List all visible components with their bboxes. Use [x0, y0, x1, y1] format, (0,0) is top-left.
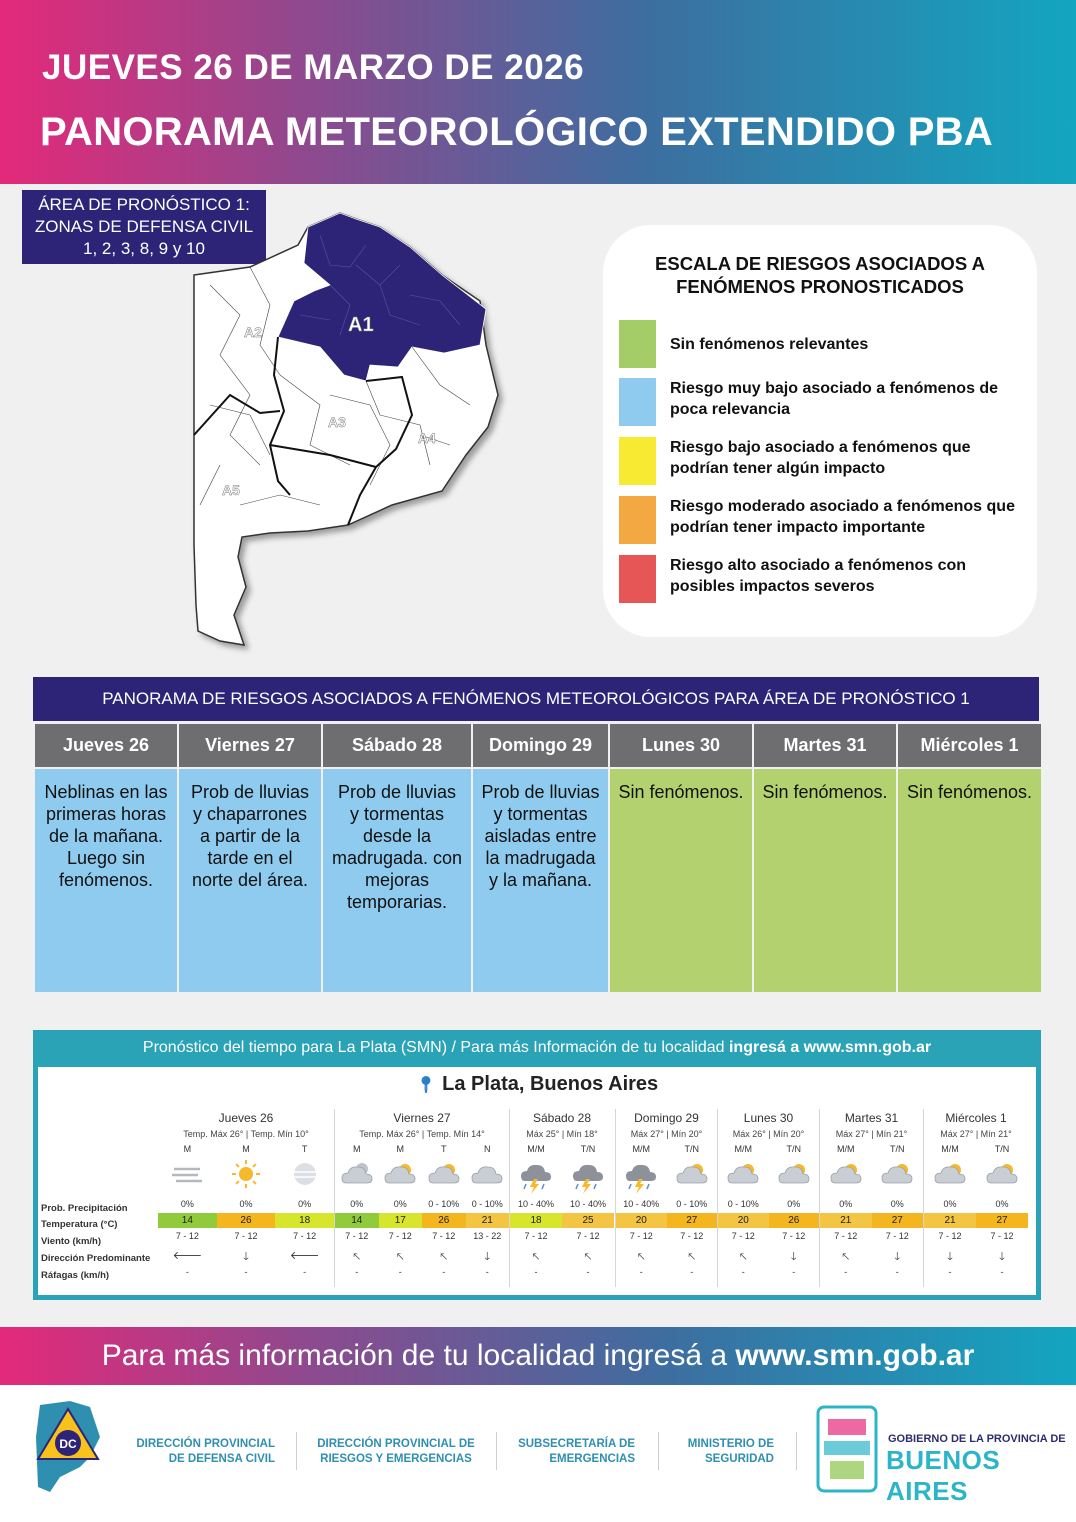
smn-day-minmax: Temp. Máx 26° | Temp. Mín 14° [359, 1129, 485, 1139]
precip-prob: 0% [180, 1199, 194, 1209]
wind-direction-icon: 🡔 [688, 1251, 696, 1263]
divider [658, 1432, 659, 1470]
legend-item [619, 555, 1029, 605]
wind-gust: - [895, 1267, 899, 1277]
wind-gust: - [485, 1267, 489, 1277]
period-label: T/N [994, 1144, 1010, 1154]
wind-direction-icon: 🡔 [739, 1251, 747, 1263]
wind-gust: - [586, 1267, 590, 1277]
day-forecast: Sin fenómenos. [610, 769, 752, 992]
precip-prob: 0% [298, 1199, 312, 1209]
label-a3: A3 [328, 414, 346, 430]
wind-gust: - [355, 1267, 359, 1277]
buenos-aires-label: BUENOS AIRES [886, 1445, 1001, 1506]
legend-label: Riesgo bajo asociado a fenómenos que podrían tener algún impacto [670, 439, 971, 477]
precip-prob: 0% [890, 1199, 904, 1209]
wind-speed: 7 - 12 [388, 1231, 412, 1241]
report-date: JUEVES 26 DE MARZO DE 2026 [42, 48, 585, 87]
smn-day-name: Lunes 30 [743, 1111, 794, 1125]
divider [496, 1432, 497, 1470]
day-forecast: Sin fenómenos. [754, 769, 896, 992]
wind-gust: - [185, 1267, 189, 1277]
row-label: Ráfagas (km/h) [41, 1270, 110, 1281]
wind-gust: - [303, 1267, 307, 1277]
legend-item [619, 320, 1029, 370]
inst-subsecretaria: SUBSECRETARÍA DE EMERGENCIAS [518, 1438, 635, 1465]
period-label: T [301, 1144, 308, 1154]
day-forecast: Sin fenómenos. [898, 769, 1041, 992]
label-a5: A5 [222, 482, 240, 498]
wind-gust: - [844, 1267, 848, 1277]
wind-speed: 7 - 12 [234, 1231, 258, 1241]
haze-icon [286, 1159, 324, 1195]
precip-prob: 10 - 40% [517, 1199, 555, 1209]
divider [296, 1432, 297, 1470]
wind-speed: 7 - 12 [731, 1231, 755, 1241]
inst-riesgos: DIRECCIÓN PROVINCIAL DE RIESGOS Y EMERGENCIAS [317, 1438, 475, 1465]
day-header: Lunes 30 [610, 724, 752, 767]
precip-prob: 0 - 10% [428, 1199, 460, 1209]
smn-day-minmax: Máx 26° | Mín 20° [732, 1129, 805, 1139]
location-pin-icon: 📍︎ [415, 1077, 437, 1094]
legend-label: Sin fenómenos relevantes [670, 336, 869, 353]
sun-icon [227, 1159, 265, 1195]
storm-icon [622, 1159, 660, 1195]
smn-day-minmax: Máx 27° | Mín 20° [630, 1129, 703, 1139]
storm-icon [517, 1159, 555, 1195]
legend-item [619, 378, 1029, 428]
cloud-sun-icon [827, 1159, 865, 1195]
svg-text:DC: DC [59, 1437, 77, 1451]
fog-icon [168, 1159, 206, 1195]
wind-speed: 7 - 12 [680, 1231, 704, 1241]
area-line-1: ÁREA DE PRONÓSTICO 1: [38, 195, 250, 214]
day-header: Jueves 26 [35, 724, 177, 767]
day-header: Domingo 29 [473, 724, 608, 767]
wind-speed: 7 - 12 [834, 1231, 858, 1241]
wind-speed: 7 - 12 [345, 1231, 369, 1241]
period-label: T/N [684, 1144, 699, 1154]
precip-prob: 0% [350, 1199, 364, 1209]
period-label: T/N [890, 1144, 905, 1154]
cloud-sun-icon [775, 1159, 813, 1195]
wind-gust: - [1000, 1267, 1004, 1277]
precip-prob: 0 - 10% [471, 1199, 503, 1209]
temperature: 26 [422, 1213, 466, 1228]
period-label: T/N [786, 1144, 801, 1154]
smn-day-name: Viernes 27 [393, 1111, 451, 1125]
smn-header: Pronóstico del tiempo para La Plata (SMN) / Para más Información de tu localidad ingresá a www.smn.gob.ar [142, 1039, 932, 1056]
cloud-icon [468, 1159, 506, 1195]
wind-gust: - [948, 1267, 952, 1277]
panorama-table [35, 724, 1041, 992]
day-forecast: Prob de lluvias y tormentas aisladas entre la madrugada y la mañana. [473, 769, 608, 992]
label-a4: A4 [418, 430, 436, 446]
period-label: M/M [734, 1144, 752, 1154]
row-label: Viento (km/h) [41, 1236, 101, 1247]
wind-gust: - [442, 1267, 446, 1277]
legend-title: ESCALA DE RIESGOS ASOCIADOS A FENÓMENOS PRONOSTICADOS [655, 253, 985, 297]
period-label: T/N [580, 1144, 596, 1154]
precip-prob: 0% [787, 1199, 801, 1209]
wind-direction-icon: 🡓 [894, 1251, 901, 1263]
cloud-sun-icon [724, 1159, 762, 1195]
wind-direction-icon: 🡔 [584, 1251, 592, 1263]
temperature: 17 [379, 1213, 423, 1228]
period-label: T [441, 1144, 447, 1154]
day-header: Martes 31 [754, 724, 896, 767]
wind-gust: - [690, 1267, 694, 1277]
precip-prob: 0 - 10% [727, 1199, 759, 1209]
wind-gust: - [639, 1267, 643, 1277]
precip-prob: 0% [839, 1199, 853, 1209]
cloud-moon-icon [338, 1159, 376, 1195]
temperature: 20 [718, 1213, 769, 1228]
wind-direction-icon: 🡔 [637, 1251, 645, 1263]
legend-label: Riesgo muy bajo asociado a fenómenos de poca relevancia [670, 380, 999, 418]
gobierno-label: GOBIERNO DE LA PROVINCIA DE [888, 1433, 1066, 1445]
precip-prob: 0 - 10% [676, 1199, 708, 1209]
page-title: PANORAMA METEOROLÓGICO EXTENDIDO PBA [40, 110, 994, 154]
row-label: Dirección Predominante [41, 1253, 151, 1264]
buenos-aires-emblem-icon [812, 1401, 882, 1497]
temperature: 21 [924, 1213, 976, 1228]
wind-gust: - [792, 1267, 796, 1277]
inst-defensa-civil: DIRECCIÓN PROVINCIAL DE DEFENSA CIVIL [136, 1438, 275, 1465]
temperature: 21 [820, 1213, 872, 1228]
inst-ministerio: MINISTERIO DE SEGURIDAD [687, 1438, 774, 1465]
wind-gust: - [741, 1267, 745, 1277]
day-header: Sábado 28 [323, 724, 471, 767]
wind-speed: 7 - 12 [938, 1231, 962, 1241]
legend-swatch [619, 320, 656, 368]
wind-gust: - [244, 1267, 248, 1277]
header-banner [0, 0, 1076, 184]
legend-item [619, 496, 1029, 546]
legend-item [619, 437, 1029, 487]
smn-day-name: Domingo 29 [634, 1111, 699, 1125]
wind-direction-icon: 🡔 [532, 1251, 540, 1263]
temperature: 27 [667, 1213, 718, 1228]
wind-speed: 13 - 22 [473, 1231, 502, 1241]
smn-day-minmax: Temp. Máx 26° | Temp. Mín 10° [183, 1129, 309, 1139]
precip-prob: 10 - 40% [623, 1199, 660, 1209]
storm-icon [569, 1159, 607, 1195]
wind-speed: 7 - 12 [576, 1231, 600, 1241]
smn-day-name: Martes 31 [844, 1111, 899, 1125]
wind-direction-icon: 🡔 [440, 1251, 448, 1263]
day-forecast: Prob de lluvias y tormentas desde la madrugada. con mejoras temporarias. [323, 769, 471, 992]
wind-direction-icon: 🡔 [396, 1251, 404, 1263]
temperature: 26 [217, 1213, 276, 1228]
day-forecast: Neblinas en las primeras horas de la mañana. Luego sin fenómenos. [35, 769, 177, 992]
wind-gust: - [398, 1267, 402, 1277]
divider [796, 1432, 797, 1470]
period-label: M/M [632, 1144, 650, 1154]
row-label: Prob. Precipitación [41, 1203, 128, 1214]
wind-speed: 7 - 12 [990, 1231, 1014, 1241]
smn-day-name: Miércoles 1 [945, 1111, 1007, 1125]
precip-prob: 0% [393, 1199, 407, 1209]
legend-label: Riesgo moderado asociado a fenómenos que podrían tener impacto importante [670, 498, 1015, 536]
wind-speed: 7 - 12 [629, 1231, 653, 1241]
temperature: 20 [616, 1213, 667, 1228]
wind-direction-icon: 🡓 [999, 1251, 1005, 1263]
location-title: 📍︎ La Plata, Buenos Aires [415, 1073, 659, 1095]
period-label: M [396, 1144, 404, 1154]
legend-swatch [619, 496, 656, 544]
day-header: Viernes 27 [179, 724, 321, 767]
legend-label: Riesgo alto asociado a fenómenos con posibles impactos severos [670, 557, 967, 595]
wind-speed: 7 - 12 [293, 1231, 317, 1241]
wind-speed: 7 - 12 [524, 1231, 548, 1241]
cloud-sun-icon [425, 1159, 463, 1195]
wind-speed: 7 - 12 [432, 1231, 456, 1241]
smn-day-name: Jueves 26 [218, 1111, 274, 1125]
footer-banner: Para más información de tu localidad ingresá a www.smn.gob.ar [0, 1327, 1076, 1385]
legend-swatch [619, 378, 656, 426]
temperature: 14 [335, 1213, 379, 1228]
smn-day-name: Sábado 28 [532, 1111, 592, 1125]
panorama-title: PANORAMA DE RIESGOS ASOCIADOS A FENÓMENOS METEOROLÓGICOS PARA ÁREA DE PRONÓSTICO 1 [33, 677, 1039, 721]
wind-direction-icon: 🡓 [484, 1251, 491, 1263]
cloud-sun-icon [381, 1159, 419, 1195]
period-label: M/M [527, 1144, 545, 1154]
temperature: 26 [769, 1213, 820, 1228]
label-a1: A1 [348, 314, 374, 336]
cloud-sun-icon [931, 1159, 969, 1195]
smn-link-text[interactable]: ingresá a www.smn.gob.ar [728, 1039, 932, 1056]
cloud-sun-icon [878, 1159, 916, 1195]
period-label: M [183, 1144, 192, 1154]
wind-direction-icon: 🡐 [289, 1250, 320, 1262]
day-forecast: Prob de lluvias y chaparrones a partir de la tarde en el norte del área. [179, 769, 321, 992]
province-map [180, 205, 520, 655]
precip-prob: 0% [995, 1199, 1009, 1209]
temperature: 25 [562, 1213, 614, 1228]
temperature: 18 [510, 1213, 562, 1228]
wind-speed: 7 - 12 [175, 1231, 199, 1241]
period-label: M [353, 1144, 361, 1154]
cloud-sun-icon [673, 1159, 711, 1195]
wind-speed: 7 - 12 [885, 1231, 909, 1241]
legend-swatch [619, 555, 656, 603]
precip-prob: 0% [239, 1199, 253, 1209]
period-label: N [484, 1144, 491, 1154]
legend-swatch [619, 437, 656, 485]
row-label: Temperatura (°C) [41, 1219, 118, 1230]
period-label: M/M [837, 1144, 855, 1154]
smn-widget [38, 1067, 1036, 1295]
smn-day-minmax: Máx 27° | Mín 21° [940, 1129, 1012, 1139]
defensa-civil-logo-icon [30, 1397, 110, 1497]
smn-day-minmax: Máx 27° | Mín 21° [835, 1129, 908, 1139]
wind-direction-icon: 🡓 [243, 1251, 249, 1263]
wind-direction-icon: 🡔 [353, 1251, 361, 1263]
label-a2: A2 [244, 324, 262, 340]
period-label: M [242, 1144, 250, 1154]
wind-direction-icon: 🡓 [947, 1251, 953, 1263]
precip-prob: 0% [943, 1199, 957, 1209]
institution-logos [0, 1385, 1076, 1522]
wind-speed: 7 - 12 [782, 1231, 806, 1241]
smn-forecast [33, 1030, 1041, 1300]
day-header: Miércoles 1 [898, 724, 1041, 767]
wind-direction-icon: 🡐 [172, 1250, 203, 1262]
footer-link[interactable]: www.smn.gob.ar [735, 1339, 975, 1372]
risk-legend [603, 225, 1037, 637]
area-line-2: ZONAS DE DEFENSA CIVIL [34, 217, 254, 236]
temperature: 27 [872, 1213, 924, 1228]
wind-gust: - [534, 1267, 538, 1277]
wind-direction-icon: 🡓 [790, 1251, 797, 1263]
temperature: 21 [466, 1213, 510, 1228]
wind-direction-icon: 🡔 [842, 1251, 850, 1263]
area-line-3: 1, 2, 3, 8, 9 y 10 [83, 239, 205, 258]
temperature: 14 [158, 1213, 217, 1228]
temperature: 27 [976, 1213, 1028, 1228]
precip-prob: 10 - 40% [569, 1199, 607, 1209]
cloud-sun-icon [983, 1159, 1021, 1195]
period-label: M/M [941, 1144, 959, 1154]
temperature: 18 [275, 1213, 334, 1228]
smn-day-minmax: Máx 25° | Mín 18° [526, 1129, 598, 1139]
